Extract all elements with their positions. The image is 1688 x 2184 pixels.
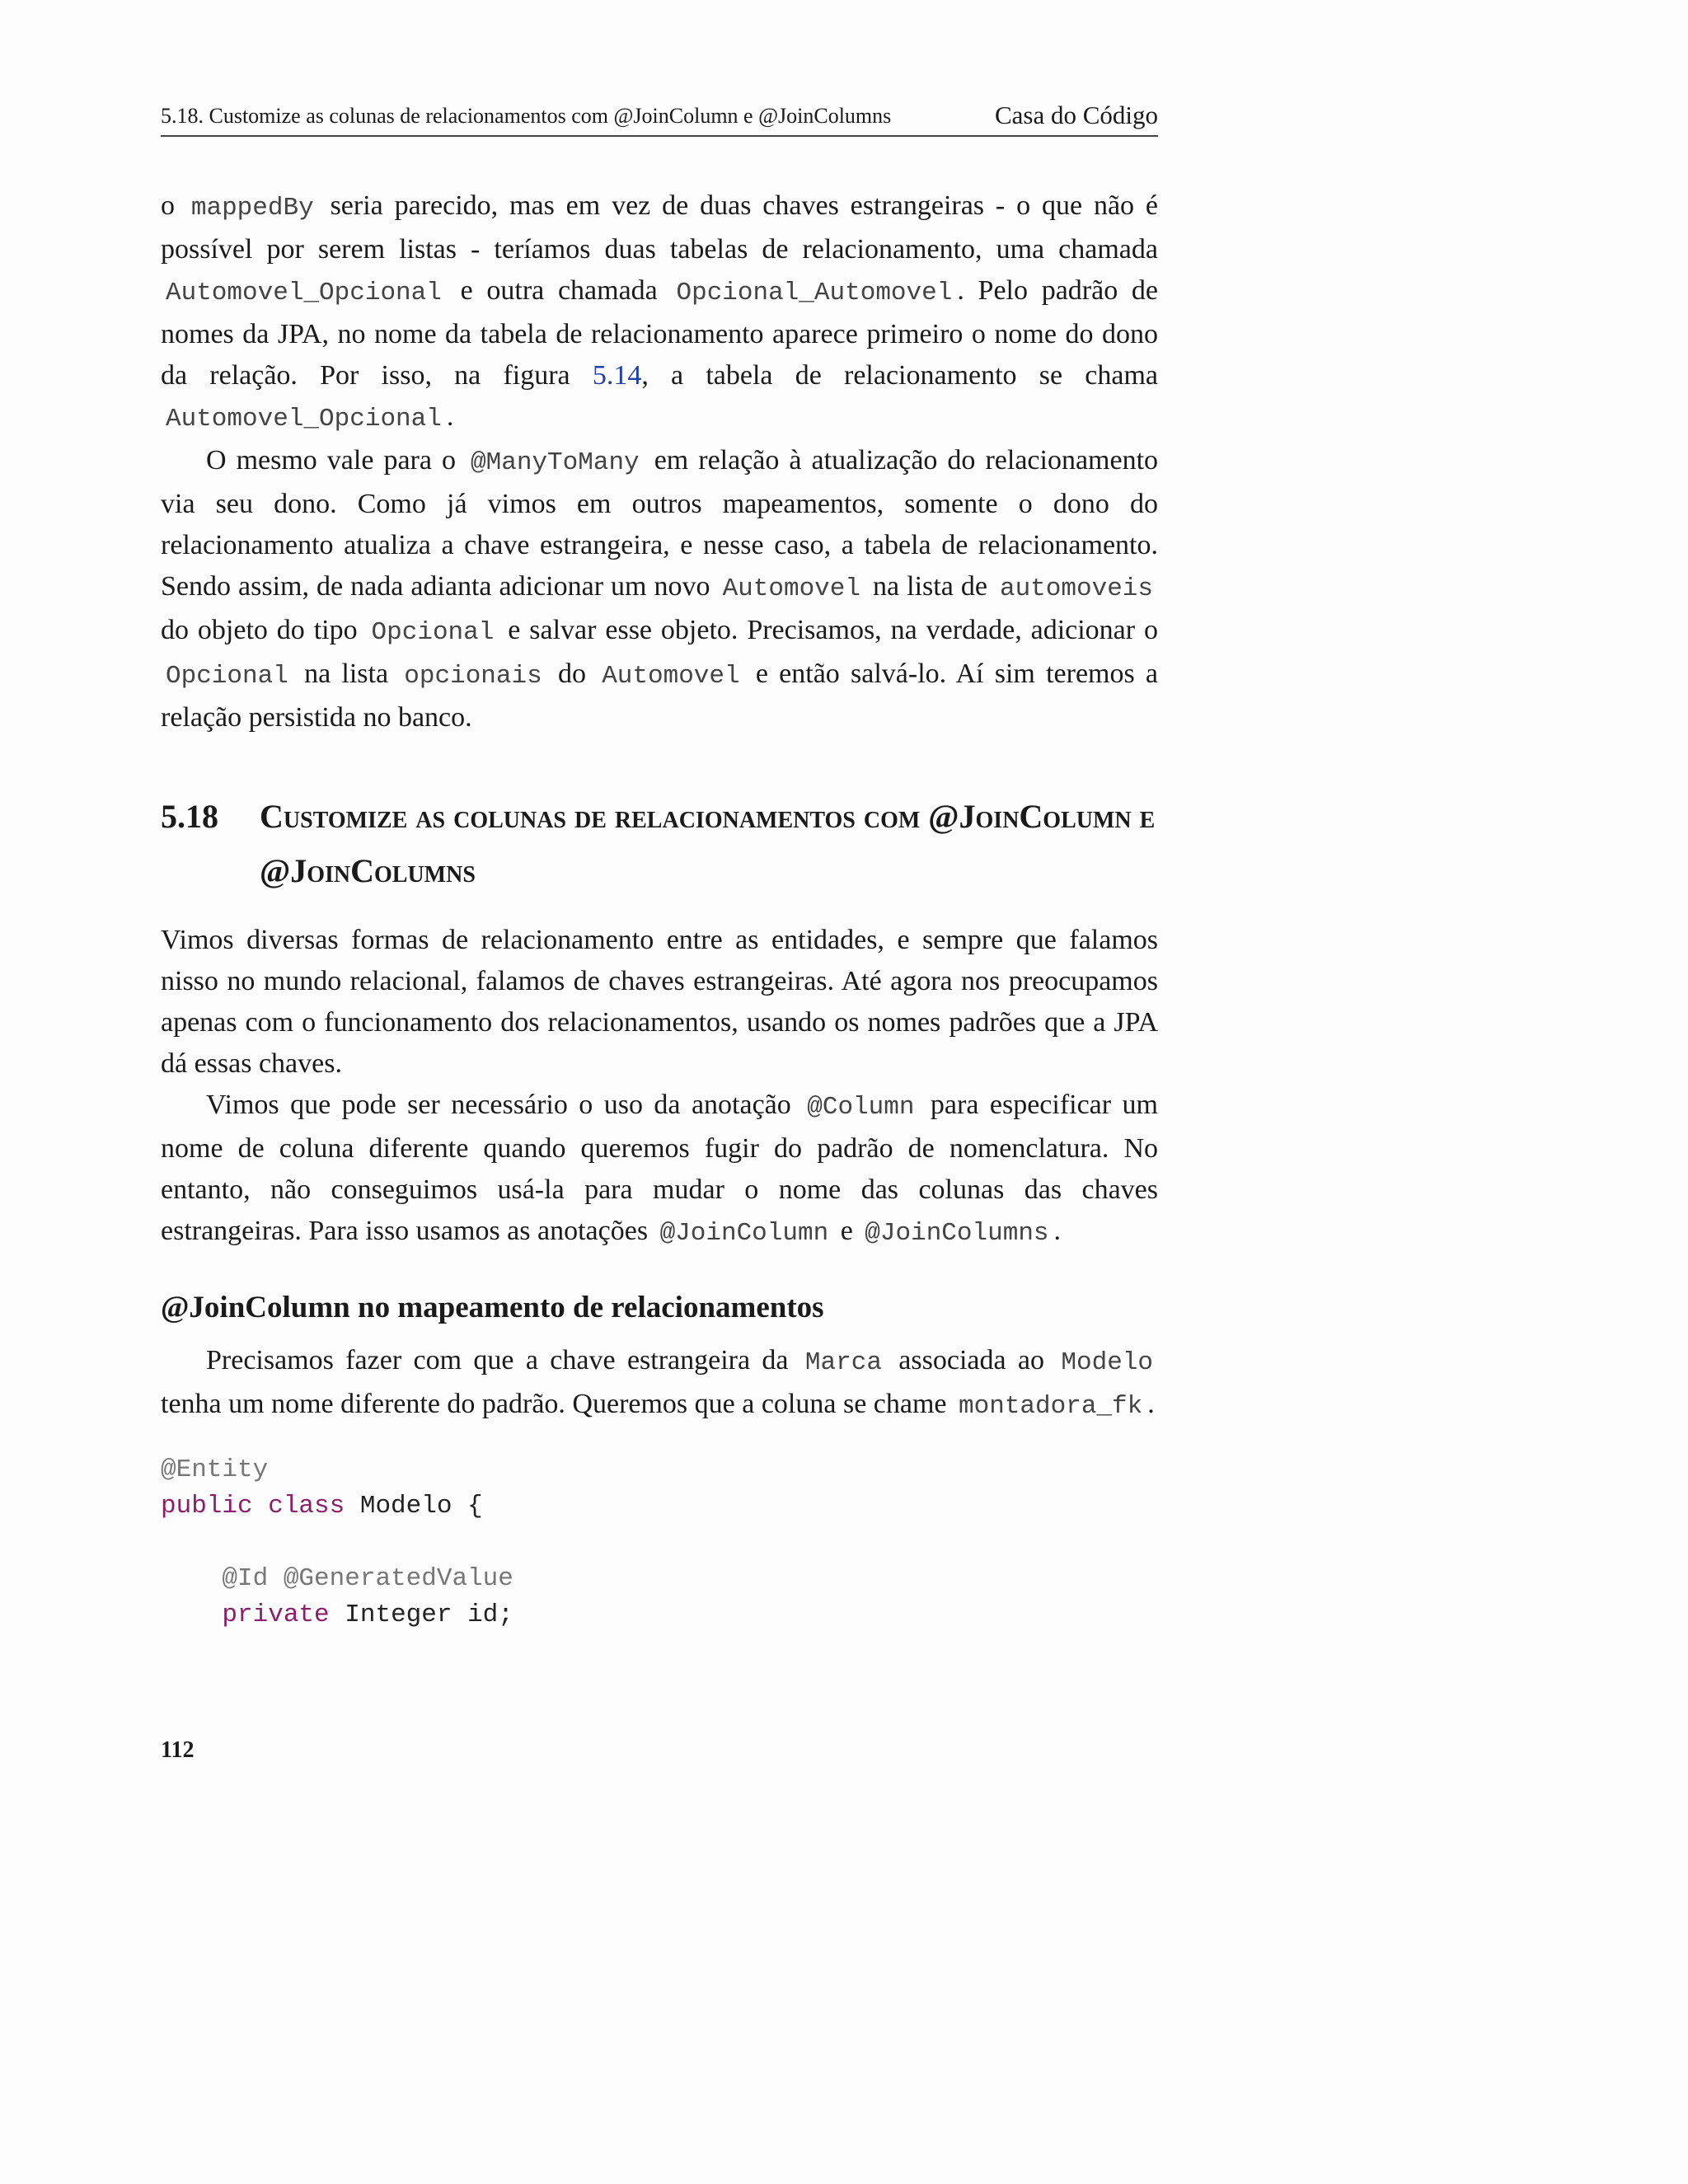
inline-code: Marca: [804, 1348, 882, 1377]
inline-code: montadora_fk: [959, 1392, 1143, 1421]
inline-code: opcionais: [404, 662, 542, 691]
inline-code: Automovel: [722, 574, 860, 603]
paragraph: Vimos diversas formas de relacionamento entre as entidades, e sempre que falamos nisso no mundo relacional, falamos de chaves estrangeiras. Até agora nos preocupamos apenas com o funcionamento dos relacionamentos, usando os nomes padrões que a JPA dá essas chaves.: [161, 925, 1158, 1079]
section-number: 5.18: [161, 798, 218, 835]
code-keyword: public class: [161, 1492, 345, 1521]
inline-code: Opcional: [371, 618, 495, 647]
code-block: [161, 1452, 1158, 1633]
inline-code: Automovel_Opcional: [166, 405, 442, 434]
inline-code: Opcional: [166, 662, 288, 691]
subsection-heading: @JoinColumn no mapeamento de relacionamentos: [161, 1291, 824, 1324]
header-publisher: Casa do Código: [994, 101, 1158, 129]
paragraph: Vimos que pode ser necessário o uso da anotação @Column para especificar um nome de coluna diferente quando queremos fugir do padrão de nomenclatura. No entanto, não conseguimos usá-la para mudar o nome das colunas das chaves estrangeiras. Para isso usamos as anotações @JoinColumn e @JoinColumns .: [161, 1090, 1158, 1248]
paragraph: O mesmo vale para o @ManyToMany em relação à atualização do relacionamento via seu dono. Como já vimos em outros mapeamentos, somente o dono do relacionamento atualiza a chave estrangeira, e nesse caso, a tabela de relacionamento. Sendo assim, de nada adianta adicionar um novo Automovel na lista de automoveis do objeto do tipo Opcional e salvar esse objeto. Precisamos, na verdade, adicionar o Opcional na lista opcionais do Automovel e então salvá-lo. Aí sim teremos a relação persistida no banco.: [161, 445, 1159, 733]
inline-code: Opcional_Automovel: [676, 279, 953, 307]
figure-reference-link[interactable]: 5.14: [592, 360, 642, 391]
body-text: [161, 185, 1158, 1633]
page-number: 112: [161, 1737, 195, 1763]
paragraph: o mappedBy seria parecido, mas em vez de duas chaves estrangeiras - o que não é possível por serem listas - teríamos duas tabelas de relacionamento, uma chamada Automovel_Opcional e outra chamada Opcional_Automovel . Pelo padrão de nomes da JPA, no nome da tabela de relacionamento aparece primeiro o nome do dono da relação. Por isso, na figura 5.14, a tabela de relacionamento se chama Automovel_Opcional .: [161, 190, 1159, 434]
section-heading: [161, 790, 1158, 898]
inline-code: @Column: [807, 1093, 915, 1122]
inline-code: @JoinColumn: [659, 1219, 829, 1248]
header-section-title: 5.18. Customize as colunas de relacionamentos com @JoinColumn e @JoinColumns: [161, 104, 892, 128]
inline-code: Automovel: [602, 662, 740, 691]
inline-code: automoveis: [999, 574, 1153, 603]
code-annotation: @Id @GeneratedValue: [222, 1564, 513, 1593]
paragraph: Precisamos fazer com que a chave estrangeira da Marca associada ao Modelo tenha um nome diferente do padrão. Queremos que a coluna se chame montadora_fk .: [161, 1340, 1158, 1427]
code-text: Integer id;: [329, 1601, 513, 1629]
inline-code: @ManyToMany: [471, 448, 640, 477]
code-annotation: @Entity: [161, 1455, 269, 1484]
inline-code: mappedBy: [190, 194, 314, 223]
running-header: [161, 97, 1158, 137]
inline-code: @JoinColumns: [865, 1219, 1049, 1248]
inline-code: Modelo: [1061, 1348, 1154, 1377]
section-title: Customize as colunas de relacionamentos com @JoinColumn e @JoinColumns: [260, 798, 1156, 889]
inline-code: Automovel_Opcional: [166, 279, 442, 307]
code-text: Modelo {: [345, 1492, 483, 1521]
code-keyword: private: [222, 1601, 330, 1629]
